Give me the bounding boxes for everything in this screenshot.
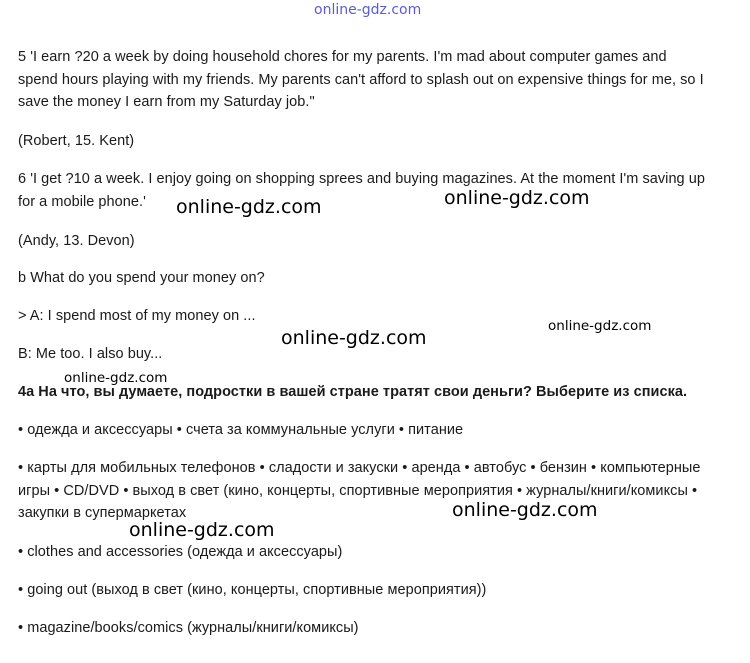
answer-line-clothes: • clothes and accessories (одежда и аксессуары) [18, 544, 343, 560]
list-line-2: • карты для мобильных телефонов • сладости и закуски • аренда • автобус • бензин • компьютерные игры • CD/DVD • выход в свет (кино, концерты, спортивные мероприятия • журналы/книги/комиксы • закупки в супермаркетах [18, 460, 701, 521]
watermark: online-gdz.com [281, 327, 427, 349]
answer-line-magazines: • magazine/books/comics (журналы/книги/комиксы) [18, 620, 359, 636]
paragraph-andy-quote: 6 'I get ?10 a week. I enjoy going on shopping sprees and buying magazines. At the moment I'm saving up for a mobile phone.' [18, 171, 705, 210]
watermark: online-gdz.com [176, 196, 322, 218]
dialogue-line-a: > A: I spend most of my money on ... [18, 308, 256, 324]
list-line-1: • одежда и аксессуары • счета за коммунальные услуги • питание [18, 422, 464, 438]
question-b: b What do you spend your money on? [18, 270, 265, 286]
watermark: online-gdz.com [548, 318, 652, 334]
paragraph-robert-signature: (Robert, 15. Kent) [18, 133, 135, 149]
task-4a-heading: 4a На что, вы думаете, подростки в вашей стране тратят свои деньги? Выберите из списка. [18, 384, 688, 400]
paragraph-robert-quote: 5 'I earn ?20 a week by doing household chores for my parents. I'm mad about computer games and spend hours playing with my friends. My parents can't afford to splash out on expensive things for me, so I save the money I earn from my Saturday job." [18, 49, 704, 110]
watermark: online-gdz.com [129, 519, 275, 541]
watermark: online-gdz.com [64, 370, 168, 386]
dialogue-line-b: B: Me too. I also buy... [18, 346, 163, 362]
answer-line-going-out: • going out (выход в свет (кино, концерты, спортивные мероприятия)) [18, 582, 487, 598]
watermark: online-gdz.com [452, 499, 598, 521]
header-watermark: online-gdz.com [314, 2, 422, 18]
paragraph-andy-signature: (Andy, 13. Devon) [18, 233, 135, 249]
watermark: online-gdz.com [444, 187, 590, 209]
